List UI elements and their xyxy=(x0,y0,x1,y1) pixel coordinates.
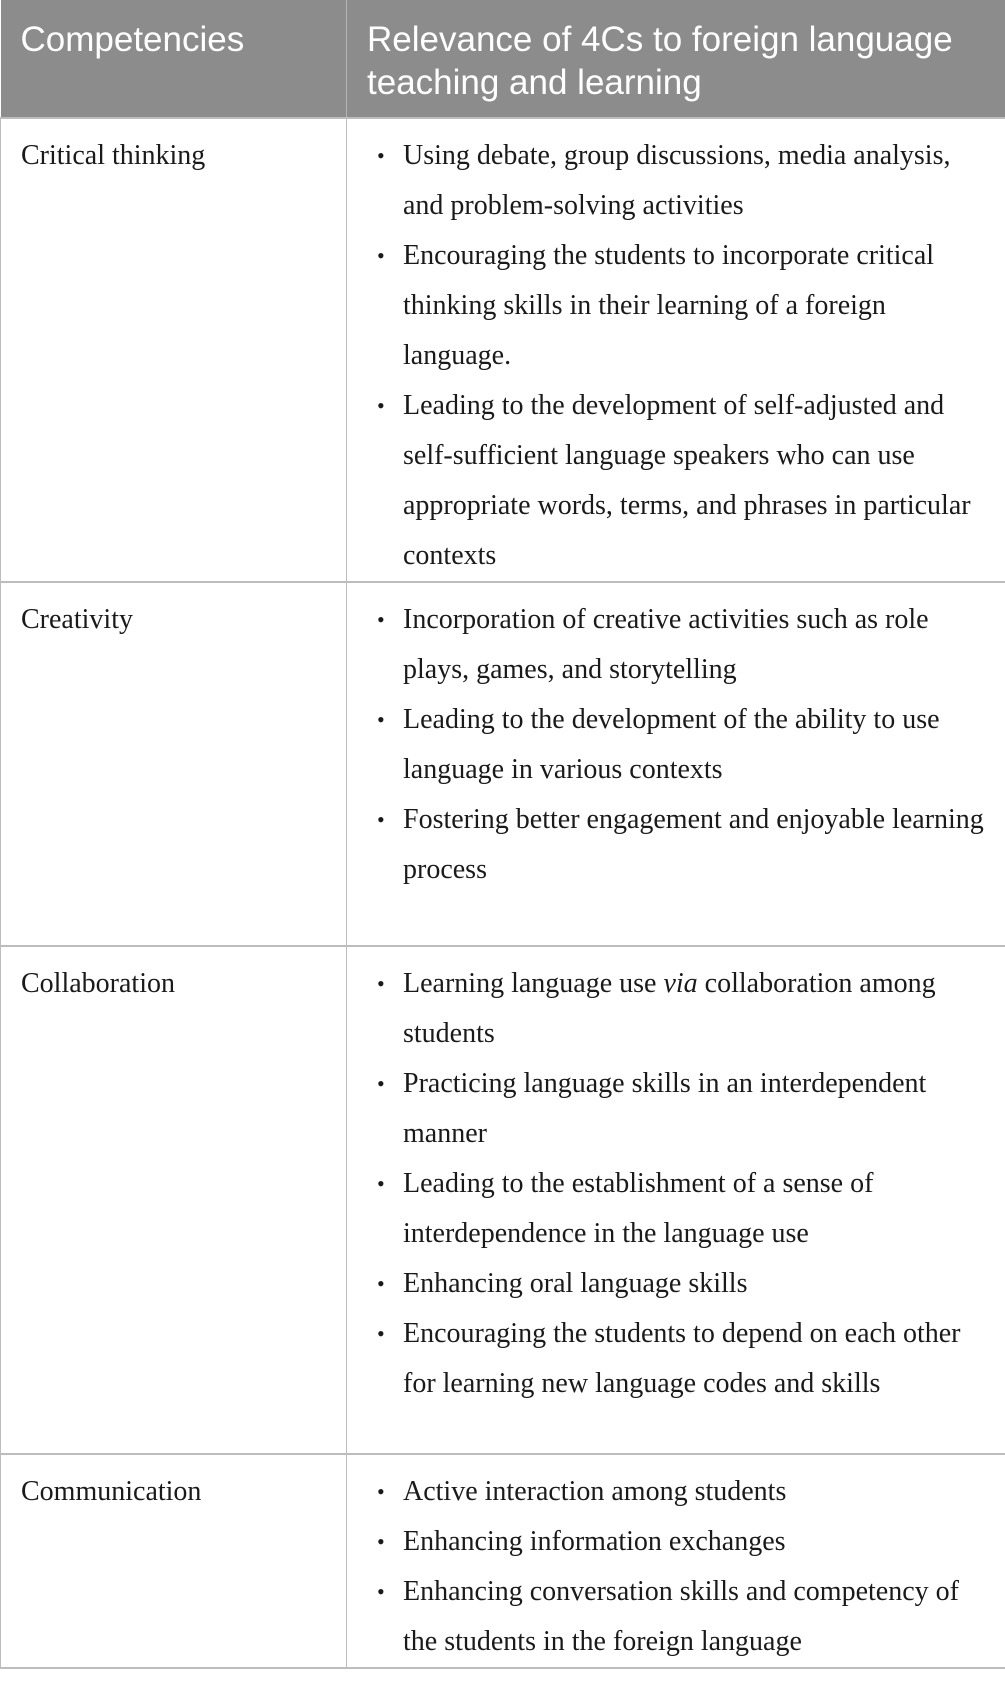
header-relevance: Relevance of 4Cs to foreign language teaching and learning xyxy=(347,0,1005,118)
bullet-icon: • xyxy=(377,1071,385,1096)
table-row xyxy=(1,946,1005,1454)
relevance-list xyxy=(365,595,985,895)
bullet-icon: • xyxy=(377,707,385,732)
list-item: • Incorporation of creative activities such as role plays, games, and storytelling xyxy=(365,595,985,695)
competency-cell: Collaboration xyxy=(1,946,347,1454)
bullet-icon: • xyxy=(377,243,385,268)
bullet-icon: • xyxy=(377,607,385,632)
bullet-icon: • xyxy=(377,1579,385,1604)
list-item: • Enhancing oral language skills xyxy=(365,1259,985,1309)
bullet-icon: • xyxy=(377,1529,385,1554)
list-item: • Encouraging the students to incorporate critical thinking skills in their learning of a foreign language. xyxy=(365,231,985,381)
bullet-icon: • xyxy=(377,1271,385,1296)
list-item: • Leading to the establishment of a sense of interdependence in the language use xyxy=(365,1159,985,1259)
table-row xyxy=(1,118,1005,582)
header-competencies: Competencies xyxy=(1,0,347,118)
relevance-cell xyxy=(347,118,1005,582)
list-item: • Enhancing conversation skills and competency of the students in the foreign language xyxy=(365,1567,985,1667)
bullet-icon: • xyxy=(377,971,385,996)
emphasis-text: via xyxy=(663,968,698,999)
competency-cell: Communication xyxy=(1,1454,347,1668)
bullet-icon: • xyxy=(377,393,385,418)
relevance-cell xyxy=(347,1454,1005,1668)
bullet-icon: • xyxy=(377,143,385,168)
relevance-cell xyxy=(347,946,1005,1454)
table-header-row xyxy=(1,0,1005,118)
table-row xyxy=(1,582,1005,946)
list-item: • Enhancing information exchanges xyxy=(365,1517,985,1567)
relevance-list xyxy=(365,131,985,581)
list-item: • Leading to the development of self-adjusted and self-sufficient language speakers who can use appropriate words, terms, and phrases in particular contexts xyxy=(365,381,985,581)
relevance-cell xyxy=(347,582,1005,946)
list-item: • Encouraging the students to depend on each other for learning new language codes and skills xyxy=(365,1309,985,1409)
relevance-list xyxy=(365,1467,985,1667)
list-item: • Using debate, group discussions, media analysis, and problem-solving activities xyxy=(365,131,985,231)
table-row xyxy=(1,1454,1005,1668)
competency-cell: Creativity xyxy=(1,582,347,946)
bullet-icon: • xyxy=(377,1321,385,1346)
list-item: • Learning language use via collaboration among students xyxy=(365,959,985,1059)
list-item: • Active interaction among students xyxy=(365,1467,985,1517)
list-item: • Leading to the development of the ability to use language in various contexts xyxy=(365,695,985,795)
list-item: • Fostering better engagement and enjoyable learning process xyxy=(365,795,985,895)
list-item: • Practicing language skills in an interdependent manner xyxy=(365,1059,985,1159)
bullet-icon: • xyxy=(377,807,385,832)
competency-cell: Critical thinking xyxy=(1,118,347,582)
bullet-icon: • xyxy=(377,1479,385,1504)
bullet-icon: • xyxy=(377,1171,385,1196)
relevance-list xyxy=(365,959,985,1409)
